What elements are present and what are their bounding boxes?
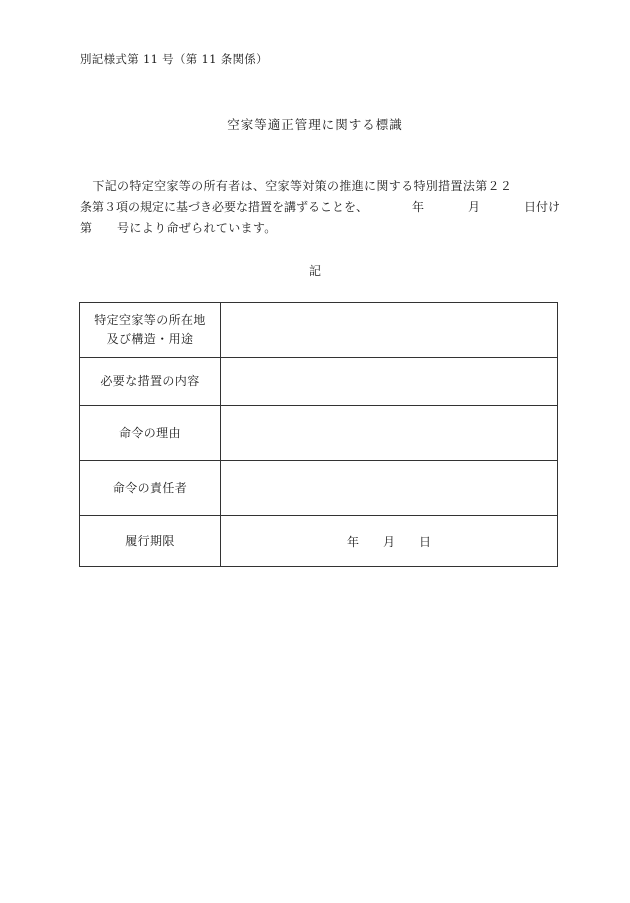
order-reason-label: 命令の理由 xyxy=(80,406,221,461)
location-label-line-1: 特定空家等の所在地 xyxy=(94,313,206,327)
record-table xyxy=(79,302,558,567)
notice-paragraph xyxy=(80,176,560,239)
form-number: 別記様式第 11 号（第 11 条関係） xyxy=(80,52,268,66)
notice-day-label: 日付け xyxy=(523,200,560,214)
notice-line-3: 第 号により命ぜられています。 xyxy=(80,221,277,235)
record-heading: 記 xyxy=(308,264,321,278)
table-row xyxy=(80,406,558,461)
notice-year-label: 年 xyxy=(411,200,424,214)
required-measures-value xyxy=(221,358,558,406)
notice-line-2-text: 条第３項の規定に基づき必要な措置を講ずることを、 xyxy=(80,200,369,214)
deadline-label: 履行期限 xyxy=(80,516,221,567)
responsible-person-label: 命令の責任者 xyxy=(80,461,221,516)
location-structure-value xyxy=(221,303,558,358)
location-label-line-2: 及び構造・用途 xyxy=(106,332,194,346)
document-title: 空家等適正管理に関する標識 xyxy=(227,117,403,132)
notice-month-label: 月 xyxy=(467,200,480,214)
table-row xyxy=(80,461,558,516)
table-row xyxy=(80,303,558,358)
notice-line-2 xyxy=(80,197,560,218)
responsible-person-value xyxy=(221,461,558,516)
location-structure-label xyxy=(80,303,221,358)
notice-line-1: 下記の特定空家等の所有者は、空家等対策の推進に関する特別措置法第２２ xyxy=(80,179,513,193)
required-measures-label: 必要な措置の内容 xyxy=(80,358,221,406)
order-reason-value xyxy=(221,406,558,461)
table-row xyxy=(80,358,558,406)
deadline-value: 年 月 日 xyxy=(221,516,558,567)
table-row xyxy=(80,516,558,567)
